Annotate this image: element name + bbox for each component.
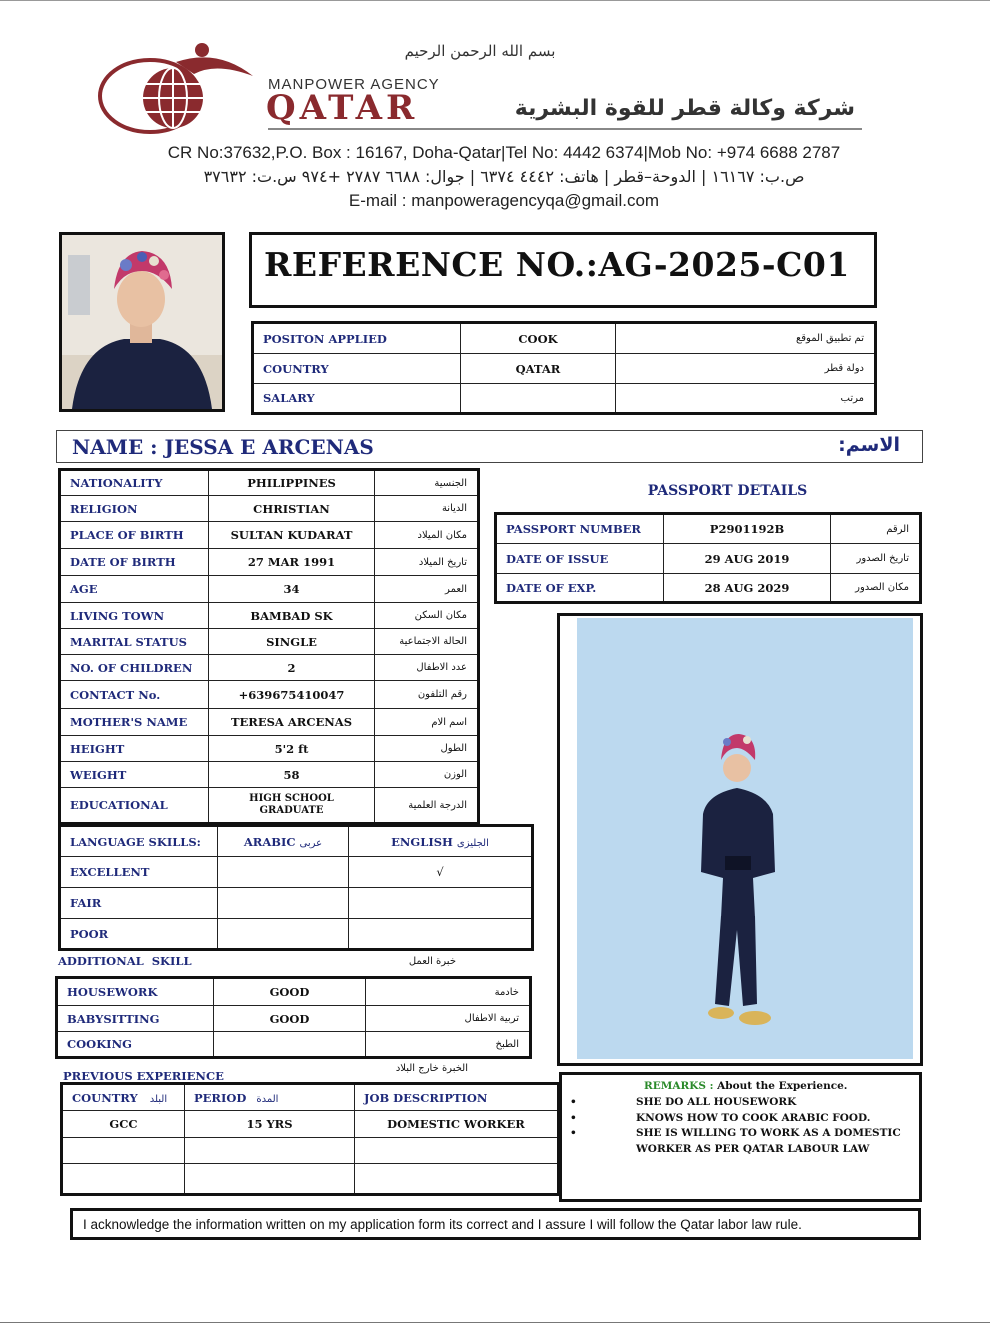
contact-line-english: CR No:37632,P.O. Box : 16167, Doha-Qatar|Tel No: 4442 6374|Mob No: +974 6688 2787 [167,143,841,162]
exp-col-period-label: PERIOD [194,1090,247,1105]
exp-col-country-arabic: البلد [149,1093,168,1105]
height-label: HEIGHT [60,736,209,762]
date-of-birth-label: DATE OF BIRTH [60,549,209,576]
language-skills-table [58,824,534,951]
mother-s-name-label: MOTHER'S NAME [60,709,209,736]
name-bar [56,430,923,463]
religion-value: CHRISTIAN [209,496,375,522]
contact-no-arabic: رقم التلفون [375,681,479,709]
previous-experience-title-arabic: الخبرة خارج البلاد [395,1063,468,1074]
exp-row-1-country: GCC [62,1111,185,1138]
agency-arabic-name: شركة وكالة قطر للقوة البشرية [514,96,855,121]
personal-row [60,629,479,655]
exp-row-2-period [185,1138,355,1164]
language-english-col [349,826,533,857]
exp-col-country [62,1084,185,1111]
remarks-item: • SHE DO ALL HOUSEWORK [570,1095,910,1111]
country-value: QATAR [461,354,616,384]
exp-row-2-country [62,1138,185,1164]
cooking-value [214,1032,366,1058]
weight-label: WEIGHT [60,762,209,788]
passport-number-label: PASSPORT NUMBER [496,514,664,544]
passport-number-value: P2901192B [664,514,831,544]
personal-row [60,576,479,603]
language-header: LANGUAGE SKILLS: [60,826,218,857]
language-excellent-label: EXCELLENT [60,857,218,888]
country-arabic: دولة قطر [616,354,876,384]
housework-value: GOOD [214,978,366,1006]
nationality-label: NATIONALITY [60,470,209,496]
position-value: COOK [461,323,616,354]
date-of-issue-value: 29 AUG 2019 [664,544,831,574]
country-label: COUNTRY [253,354,461,384]
top-rule [0,0,990,1]
personal-row [60,655,479,681]
babysitting-arabic: تربية الاطفال [366,1006,531,1032]
agency-title: QATAR [266,88,419,128]
remarks-item: • KNOWS HOW TO COOK ARABIC FOOD. [570,1111,910,1127]
remarks-heading [644,1080,847,1092]
remarks-item: • SHE IS WILLING TO WORK AS A DOMESTIC WORKER AS PER QATAR LABOUR LAW [570,1126,910,1157]
personal-row [60,470,479,496]
cooking-label: COOKING [57,1032,214,1058]
arabic-col-label: ARABIC [243,834,296,849]
date-of-exp-value: 28 AUG 2029 [664,574,831,603]
reference-box [249,232,877,308]
language-arabic-col [218,826,349,857]
acknowledgement-box [70,1208,921,1240]
personal-row [60,681,479,709]
personal-row [60,736,479,762]
living-town-value: BAMBAD SK [209,603,375,629]
religion-arabic: الديانة [375,496,479,522]
date-of-exp-label: DATE OF EXP. [496,574,664,603]
no-of-children-arabic: عدد الاطفال [375,655,479,681]
language-poor-english [349,919,533,950]
exp-row-1-period: 15 YRS [185,1111,355,1138]
remarks-item-text: KNOWS HOW TO COOK ARABIC FOOD. [636,1111,871,1124]
personal-row [60,496,479,522]
exp-row-3-job [355,1164,559,1195]
living-town-arabic: مكان السكن [375,603,479,629]
contact-no-label: CONTACT No. [60,681,209,709]
salary-arabic: مرتب [616,384,876,414]
arabic-col-arabic: عربى [299,837,323,849]
age-label: AGE [60,576,209,603]
remarks-label: REMARKS : [644,1080,714,1092]
exp-col-job: JOB DESCRIPTION [355,1084,559,1111]
exp-row-1-job: DOMESTIC WORKER [355,1111,559,1138]
date-of-issue-arabic: تاريخ الصدور [831,544,921,574]
date-of-exp-arabic: مكان الصدور [831,574,921,603]
housework-label: HOUSEWORK [57,978,214,1006]
cooking-arabic: الطبخ [366,1032,531,1058]
no-of-children-label: NO. OF CHILDREN [60,655,209,681]
position-label: POSITON APPLIED [253,323,461,354]
contact-no-value: +639675410047 [209,681,375,709]
applicant-name-arabic: الاسم: [838,434,900,456]
age-arabic: العمر [375,576,479,603]
bottom-rule [0,1322,990,1323]
exp-col-country-label: COUNTRY [72,1090,138,1105]
babysitting-value: GOOD [214,1006,366,1032]
exp-col-period [185,1084,355,1111]
weight-value: 58 [209,762,375,788]
language-fair-english [349,888,533,919]
height-arabic: الطول [375,736,479,762]
date-of-birth-arabic: تاريخ الميلاد [375,549,479,576]
exp-row-2-job [355,1138,559,1164]
full-body-photo [557,613,923,1066]
remarks-item-text: SHE DO ALL HOUSEWORK [636,1096,797,1108]
position-arabic: تم تطبيق الموقع [616,323,876,354]
language-excellent-english: √ [349,857,533,888]
age-value: 34 [209,576,375,603]
educational-value: HIGH SCHOOL GRADUATE [209,788,375,824]
personal-row [60,549,479,576]
english-col-label: ENGLISH [391,834,453,849]
agency-subtitle: MANPOWER AGENCY [268,76,440,93]
applicant-name: NAME : JESSA E ARCENAS [72,435,374,459]
mother-s-name-arabic: اسم الام [375,709,479,736]
reference-number: REFERENCE NO.:AG-2025-C01 [264,245,850,284]
passport-title: PASSPORT DETAILS [647,483,808,499]
additional-skill-title: ADDITIONAL SKILL [58,954,192,968]
educational-label: EDUCATIONAL [60,788,209,824]
religion-label: RELIGION [60,496,209,522]
remarks-intro: About the Experience. [717,1080,848,1092]
contact-line-arabic: ص.ب: ١٦١٦٧ | الدوحة–قطر | هاتف: ٤٤٤٢ ٦٣٧٤ | جوال: ٦٦٨٨ ٢٧٨٧ +٩٧٤ س.ت: ٣٧٦٣٢ [203,167,805,186]
housework-arabic: خادمة [366,978,531,1006]
mother-s-name-value: TERESA ARCENAS [209,709,375,736]
personal-row [60,762,479,788]
language-poor-label: POOR [60,919,218,950]
header-underline [268,128,862,130]
acknowledgement-text: I acknowledge the information written on my application form its correct and I assure I will follow the Qatar labor law rule. [83,1217,802,1232]
personal-row [60,522,479,549]
experience-table [60,1082,560,1196]
exp-row-3-period [185,1164,355,1195]
date-of-issue-label: DATE OF ISSUE [496,544,664,574]
remarks-box [559,1072,922,1202]
passport-number-arabic: الرقم [831,514,921,544]
position-table [251,321,877,415]
place-of-birth-value: SULTAN KUDARAT [209,522,375,549]
salary-value [461,384,616,414]
exp-row-3-country [62,1164,185,1195]
language-fair-arabic [218,888,349,919]
marital-status-label: MARITAL STATUS [60,629,209,655]
passport-table [494,512,922,604]
personal-row [60,788,479,824]
previous-experience-title: PREVIOUS EXPERIENCE [63,1069,224,1083]
email-line: E-mail : manpoweragencyqa@gmail.com [348,191,660,210]
nationality-arabic: الجنسية [375,470,479,496]
language-excellent-arabic [218,857,349,888]
profile-photo [59,232,225,412]
no-of-children-value: 2 [209,655,375,681]
weight-arabic: الوزن [375,762,479,788]
height-value: 5'2 ft [209,736,375,762]
agency-logo [98,40,258,140]
english-col-arabic: الجليزى [456,837,489,849]
nationality-value: PHILIPPINES [209,470,375,496]
personal-row [60,709,479,736]
place-of-birth-label: PLACE OF BIRTH [60,522,209,549]
exp-col-period-arabic: المدة [256,1093,279,1105]
personal-details-table [58,468,480,825]
living-town-label: LIVING TOWN [60,603,209,629]
babysitting-label: BABYSITTING [57,1006,214,1032]
additional-skill-table [55,976,532,1059]
remarks-list [570,1095,910,1157]
language-poor-arabic [218,919,349,950]
date-of-birth-value: 27 MAR 1991 [209,549,375,576]
personal-row [60,603,479,629]
marital-status-value: SINGLE [209,629,375,655]
place-of-birth-arabic: مكان الميلاد [375,522,479,549]
salary-label: SALARY [253,384,461,414]
educational-arabic: الدرجة العلمية [375,788,479,824]
marital-status-arabic: الحالة الاجتماعية [375,629,479,655]
language-fair-label: FAIR [60,888,218,919]
bismillah: بسم الله الرحمن الرحيم [404,42,556,60]
additional-skill-title-arabic: خبرة العمل [408,956,456,967]
remarks-item-text: SHE IS WILLING TO WORK AS A DOMESTIC WORKER AS PER QATAR LABOUR LAW [636,1127,901,1155]
